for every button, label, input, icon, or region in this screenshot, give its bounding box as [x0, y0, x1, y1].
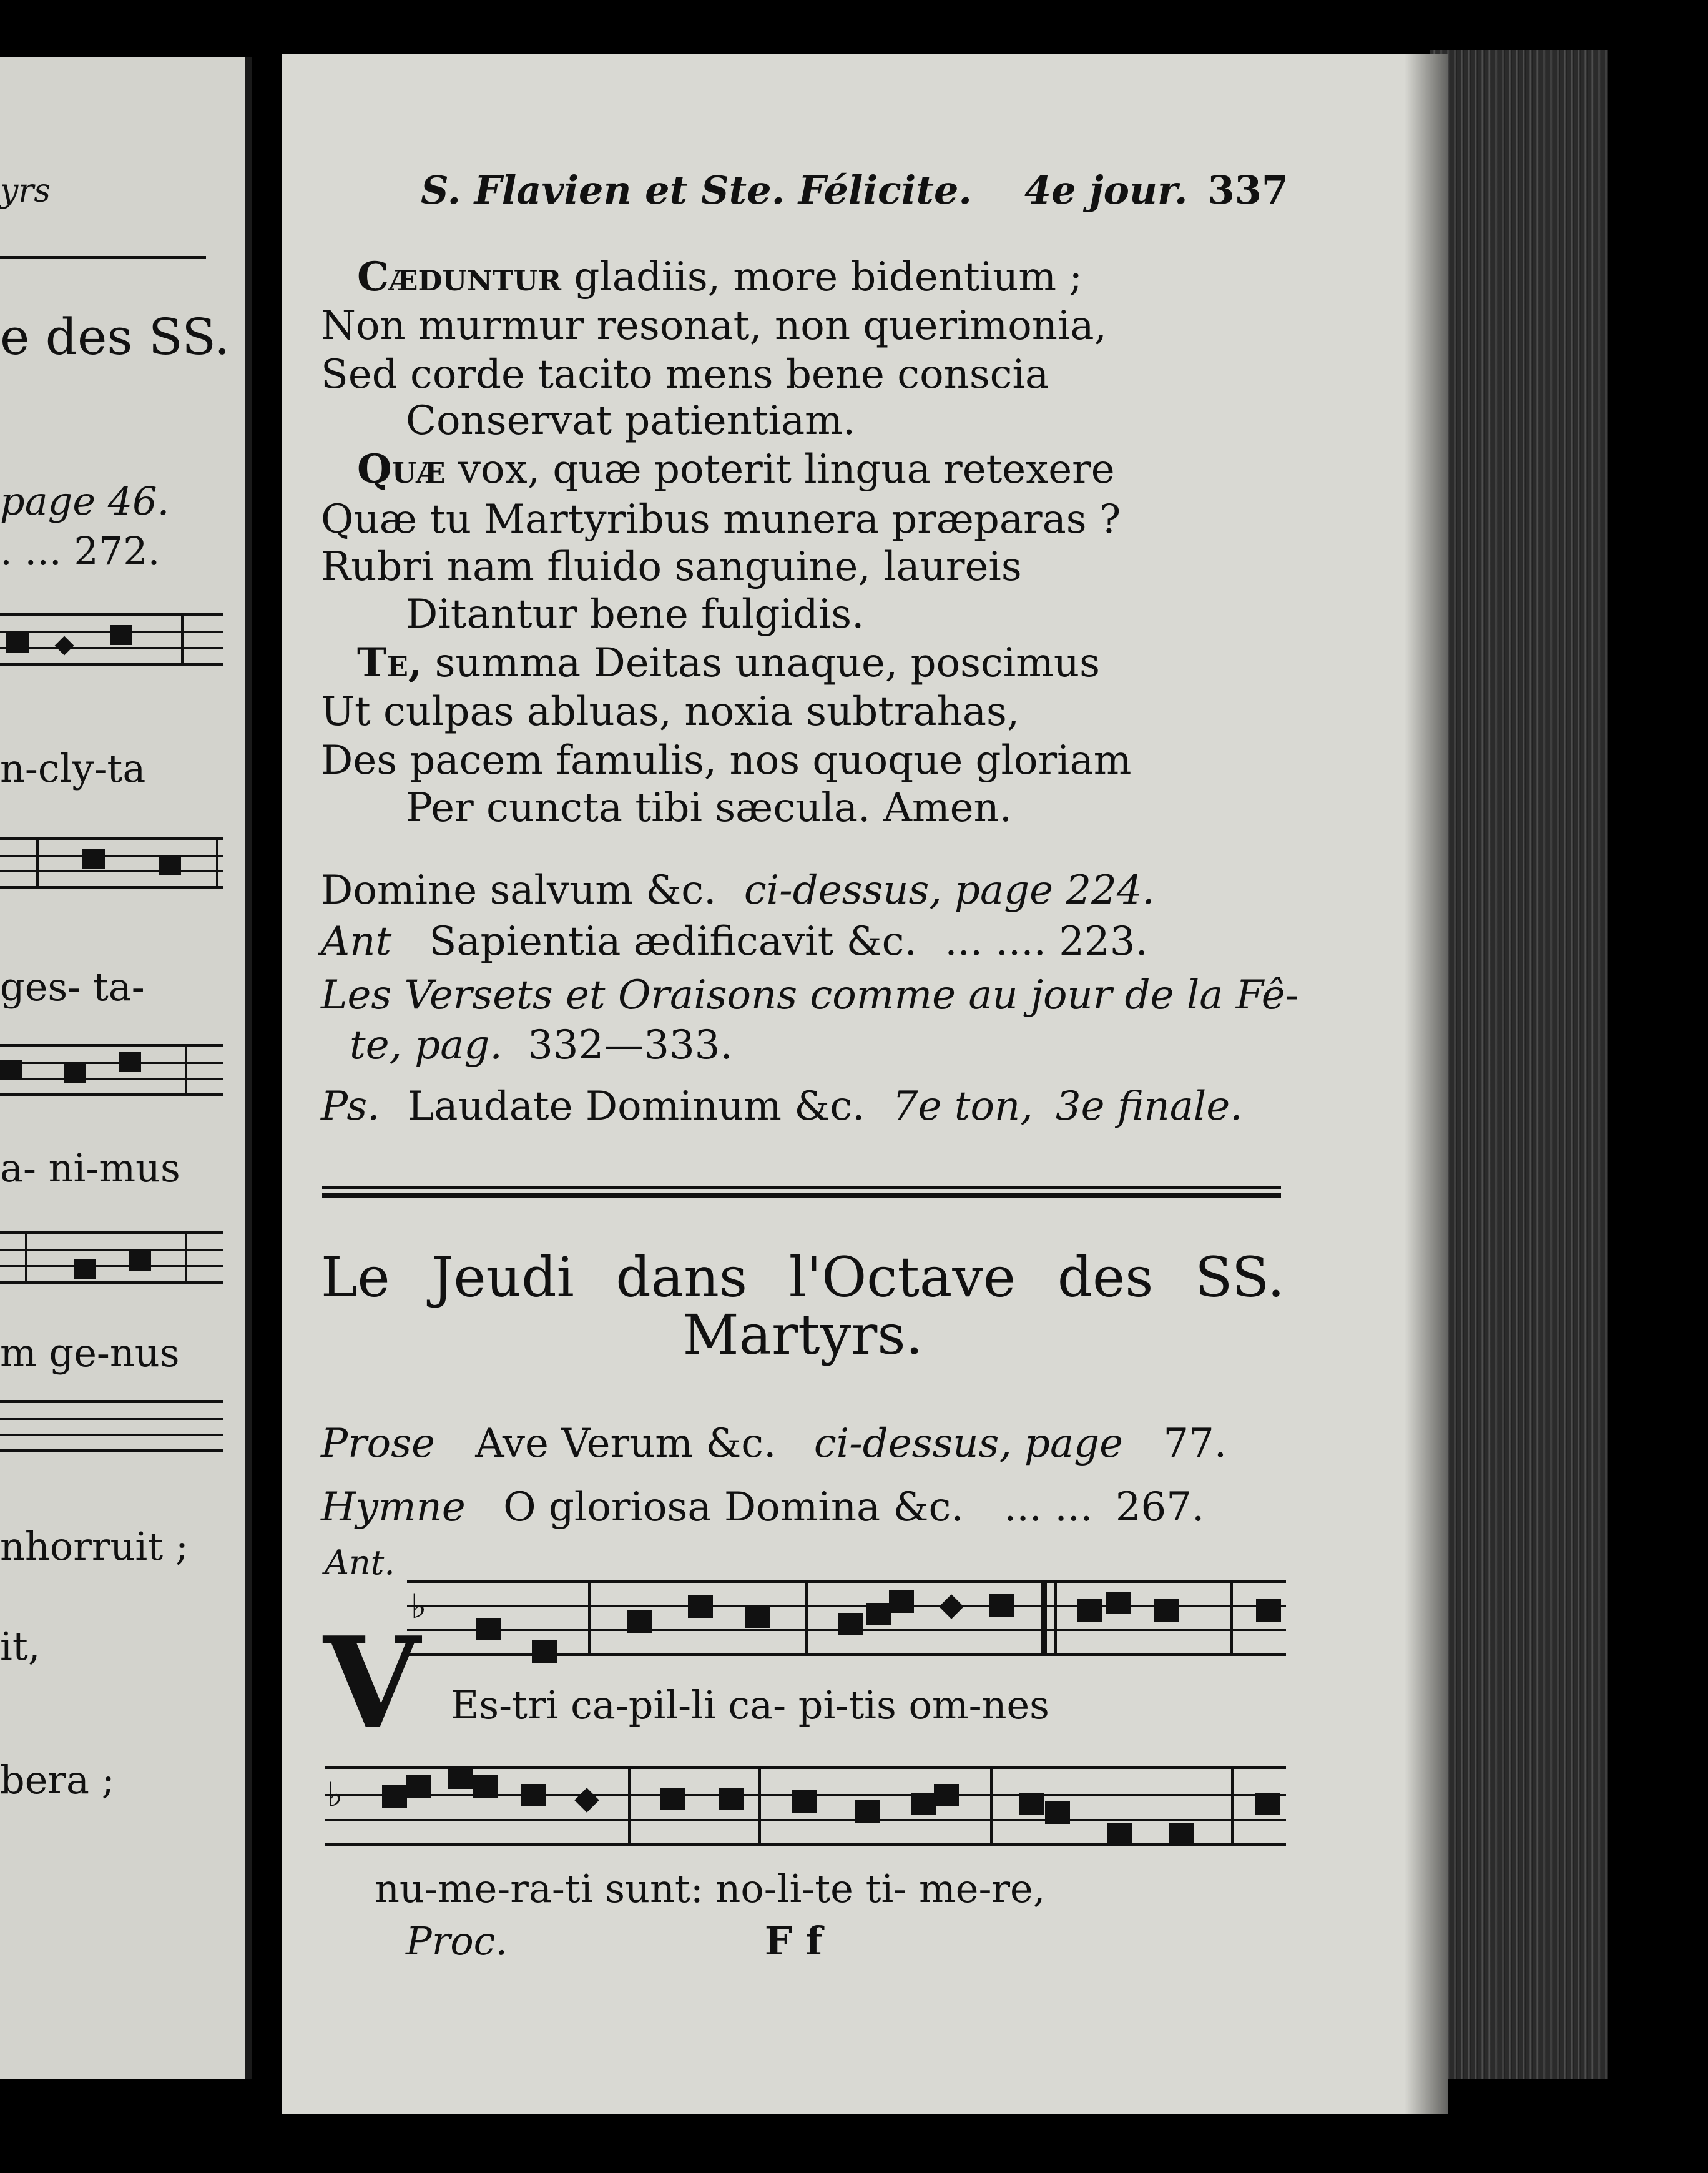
chant-note: [1255, 1793, 1280, 1815]
hymn-line: Per cuncta tibi sæcula. Amen.: [406, 785, 1013, 831]
left-chant-bar: [185, 1234, 187, 1281]
chant-note: [448, 1766, 473, 1789]
chant-note: [532, 1640, 557, 1663]
antiphon-ref: [321, 919, 1148, 965]
left-chant-bar: [216, 840, 218, 886]
hymn-line: Ditantur bene fulgidis.: [406, 591, 865, 638]
left-chant-bar: [36, 840, 39, 886]
chant-bar: [1230, 1583, 1233, 1653]
left-chant-diamond: [54, 636, 74, 655]
hymn-line: [357, 254, 1082, 300]
chant-note: [1256, 1599, 1281, 1622]
ant-label: Ant.: [325, 1543, 395, 1582]
hymn-line-text: summa Deitas unaque, poscimus: [422, 640, 1100, 686]
hymne-label: Hymne: [321, 1484, 466, 1530]
section-title-line-1: [321, 1245, 1285, 1309]
title-word: Jeudi: [431, 1245, 574, 1309]
chant-note: [406, 1775, 431, 1798]
left-chant-bar: [185, 1047, 187, 1093]
chant-note: [1106, 1592, 1131, 1614]
psalm-ref: [321, 1083, 1243, 1130]
ref-text: O gloriosa Domina &c.: [503, 1484, 964, 1530]
left-lyric-fragment: n-cly-ta: [0, 746, 146, 791]
left-chant-staff: [0, 837, 223, 889]
left-chant-note: [6, 633, 29, 653]
proc-letters: F f: [764, 1918, 823, 1964]
left-chant-note: [110, 625, 132, 645]
ref-location: ci-dessus, page 224.: [744, 867, 1155, 914]
versets-ref-cont: [350, 1022, 733, 1068]
hymn-line-text: gladiis, more bidentium ;: [561, 254, 1082, 300]
running-head: [421, 167, 1288, 224]
hymn-line: Ut culpas abluas, noxia subtrahas,: [321, 689, 1020, 735]
domine-salvum-ref: [321, 867, 1155, 914]
ref-pages: 332—333.: [528, 1022, 733, 1068]
prose-ref: [321, 1421, 1227, 1467]
left-chant-note: [129, 1251, 151, 1271]
finale: 3e finale.: [1055, 1083, 1243, 1130]
title-word: l'Octave: [788, 1245, 1016, 1309]
chant-bar: [990, 1769, 993, 1843]
ref-page: 77.: [1163, 1421, 1227, 1467]
hymn-line: Des pacem famulis, nos quoque gloriam: [321, 737, 1132, 784]
page-gutter: [245, 57, 252, 2079]
proc-label: Proc.: [406, 1918, 508, 1964]
chant-note: [1077, 1599, 1102, 1622]
left-lyric-fragment: m ge-nus: [0, 1330, 180, 1376]
left-chant-staff: [0, 1400, 223, 1452]
hymn-line: Conservat patientiam.: [406, 398, 856, 444]
chant-staff: [325, 1766, 1286, 1846]
chant-note: [1045, 1801, 1070, 1824]
leader-dots: ... ...: [1004, 1484, 1093, 1530]
tone: 7e ton,: [892, 1083, 1033, 1130]
page-shadow: [1405, 54, 1448, 2114]
chant-note: [1019, 1793, 1044, 1815]
chant-note: [866, 1603, 891, 1625]
chant-note: [934, 1784, 959, 1806]
left-ref-fragment: page 46.: [0, 478, 170, 524]
hymn-line: Sed corde tacito mens bene conscia: [321, 352, 1049, 398]
page-edges: [1430, 50, 1608, 2079]
title-word: Le: [321, 1245, 390, 1309]
ref-text: Laudate Dominum &c.: [407, 1083, 865, 1130]
chant-bar: [588, 1583, 591, 1653]
stanza-incipit: Te,: [357, 639, 423, 686]
chant-lyrics: Es-tri ca-pil-li ca- pi-tis om-nes: [451, 1682, 1050, 1728]
chant-note: [989, 1594, 1014, 1617]
chant-bar: [628, 1769, 631, 1843]
left-chant-note: [64, 1063, 86, 1083]
chant-bar: [1231, 1769, 1234, 1843]
stanza-incipit: Quæ: [357, 446, 446, 493]
proc-line: [406, 1918, 823, 1964]
hymn-line: [357, 639, 1100, 686]
chant-initial: V: [323, 1610, 421, 1757]
chant-diamond: [939, 1594, 964, 1619]
section-rule: [322, 1186, 1281, 1198]
ref-text: Sapientia ædificavit &c.: [429, 919, 917, 965]
ps-label: Ps.: [321, 1083, 380, 1130]
running-head-title: S. Flavien et Ste. Félicite.: [421, 167, 973, 213]
left-chant-staff: [0, 613, 223, 666]
ref-location: ci-dessus, page: [813, 1421, 1123, 1467]
chant-note: [660, 1788, 685, 1810]
chant-note: [521, 1784, 546, 1806]
leader-dots: ... ....: [945, 919, 1046, 965]
prose-label: Prose: [321, 1421, 435, 1467]
hymn-line-text: vox, quæ poterit lingua retexere: [445, 446, 1115, 493]
left-title-fragment: e des SS.: [0, 308, 230, 366]
hymne-ref: [321, 1484, 1205, 1530]
chant-bar: [805, 1583, 808, 1653]
chant-note: [855, 1800, 880, 1823]
title-word: SS.: [1195, 1245, 1285, 1309]
left-lyric-fragment: a- ni-mus: [0, 1145, 180, 1191]
chant-note: [838, 1613, 863, 1635]
clef-icon: ♭: [327, 1775, 343, 1815]
ref-text: Ave Verum &c.: [475, 1421, 777, 1467]
left-text-fragment: bera ;: [0, 1757, 115, 1803]
chant-note: [889, 1590, 914, 1613]
chant-note: [473, 1775, 498, 1798]
running-head-day: 4e jour.: [1024, 167, 1188, 213]
left-chant-note: [74, 1259, 96, 1279]
chant-lyrics: nu-me-ra-ti sunt: no-li-te ti- me-re,: [375, 1866, 1046, 1911]
chant-double-bar: [1054, 1583, 1057, 1653]
chant-note: [1107, 1823, 1132, 1845]
title-word: des: [1057, 1245, 1154, 1309]
section-title: [321, 1245, 1285, 1367]
chant-note: [476, 1618, 501, 1640]
chant-note: [911, 1793, 936, 1815]
left-chant-note: [119, 1052, 141, 1072]
hymn-line: Non murmur resonat, non querimonia,: [321, 303, 1107, 349]
chant-double-bar: [1041, 1583, 1047, 1653]
chant-diamond: [574, 1788, 599, 1813]
left-chant-bar: [25, 1234, 27, 1281]
ref-page: 267.: [1115, 1484, 1205, 1530]
left-chant-staff: [0, 1044, 223, 1096]
chant-note: [719, 1788, 744, 1810]
title-word: dans: [616, 1245, 748, 1309]
chant-note: [1154, 1599, 1179, 1622]
previous-page: [0, 57, 252, 2079]
hymn-line: [357, 446, 1115, 493]
hymn-line: Rubri nam fluido sanguine, laureis: [321, 544, 1022, 590]
chant-note: [627, 1610, 652, 1633]
chant-note: [382, 1785, 407, 1808]
left-text-fragment: nhorruit ;: [0, 1524, 189, 1569]
chant-staff: [407, 1580, 1286, 1656]
ant-label: Ant: [321, 919, 392, 965]
section-title-line-2: Martyrs.: [682, 1303, 923, 1367]
left-chant-staff: [0, 1231, 223, 1284]
clef-icon: ♭: [411, 1586, 427, 1626]
left-lyric-fragment: ges- ta-: [0, 964, 145, 1010]
page-number: 337: [1207, 167, 1288, 213]
ref-page: 223.: [1059, 919, 1148, 965]
left-chant-bar: [181, 616, 184, 663]
left-rule: [0, 256, 206, 259]
left-text-fragment: it,: [0, 1624, 41, 1669]
left-chant-note: [0, 1060, 22, 1080]
chant-bar: [758, 1769, 761, 1843]
ref-text: Domine salvum &c.: [321, 867, 717, 914]
chant-note: [745, 1605, 770, 1628]
stanza-incipit: Cæduntur: [357, 254, 562, 300]
versets-ref: Les Versets et Oraisons comme au jour de la Fê-: [321, 972, 1299, 1018]
staff-line: [325, 1819, 1286, 1821]
hymn-line: Quæ tu Martyribus munera præparas ?: [321, 496, 1121, 543]
ref-italic: te, pag.: [350, 1022, 503, 1068]
chant-note: [1169, 1823, 1194, 1845]
left-running-head-fragment: yrs: [0, 172, 51, 210]
left-ref-fragment: . ... 272.: [0, 528, 160, 574]
chant-note: [792, 1790, 817, 1813]
left-chant-note: [82, 849, 105, 869]
left-chant-note: [159, 855, 181, 875]
chant-note: [688, 1595, 713, 1618]
